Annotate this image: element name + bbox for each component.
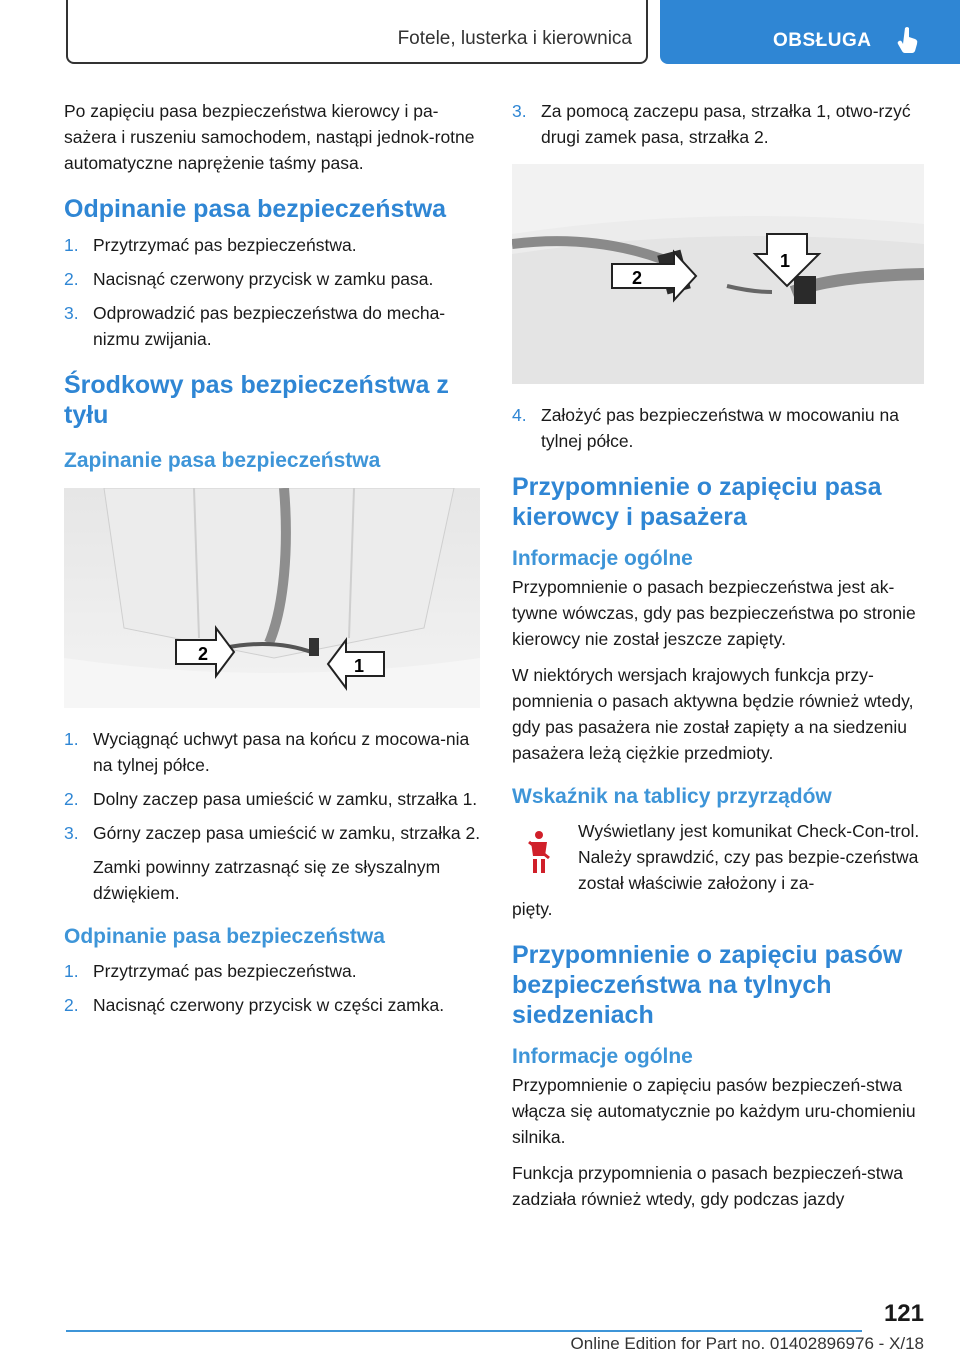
seatbelt-warning-icon	[526, 830, 552, 874]
unbuckle-steps	[64, 232, 484, 352]
indicator-row	[512, 818, 932, 896]
list-item: 1. Przytrzymać pas bezpieczeństwa.	[64, 961, 357, 981]
arrow-label-2: 2	[632, 268, 643, 288]
heading-reminder-rear: Przypomnienie o zapięciu pasów bezpieczeństwa na tylnych siedzeniach	[512, 941, 903, 1029]
page-number: 121	[883, 1300, 924, 1327]
mount-steps	[512, 402, 932, 454]
chapter-title: Fotele, lusterka i kierownica	[397, 28, 632, 49]
seat-belt-release-illustration	[512, 164, 924, 384]
list-item: 3. Za pomocą zaczepu pasa, strzałka 1, otwo-rzyć drugi zamek pasa, strzałka 2.	[512, 101, 911, 147]
section-badge-label: OBSŁUGA	[773, 30, 872, 51]
list-item: 3. Górny zaczep pasa umieścić w zamku, strzałka 2. Zamki powinny zatrzasnąć się ze słyszalnym dźwiękiem.	[64, 820, 484, 906]
heading-general-info: Informacje ogólne	[512, 1045, 693, 1068]
list-item: 3. Odprowadzić pas bezpieczeństwa do mecha-nizmu zwijania.	[64, 303, 446, 349]
heading-unbuckle: Odpinanie pasa bezpieczeństwa	[64, 195, 447, 223]
seat-belt-fasten-illustration	[64, 488, 480, 708]
indicator-text-tail: pięty.	[512, 899, 553, 919]
arrow-label-1: 1	[780, 251, 791, 271]
footer-rule	[66, 1330, 862, 1332]
list-item: 4. Założyć pas bezpieczeństwa w mocowaniu na tylnej półce.	[512, 405, 899, 451]
intro-paragraph: Po zapięciu pasa bezpieczeństwa kierowcy i pa-sażera i ruszeniu samochodem, nastąpi jednok-rotne automatyczne naprężenie taśmy pasa.	[64, 101, 475, 173]
list-item: 1. Przytrzymać pas bezpieczeństwa.	[64, 235, 357, 255]
arrow-label-1: 1	[354, 656, 365, 676]
list-item: 1. Wyciągnąć uchwyt pasa na końcu z mocowa-nia na tylnej półce.	[64, 729, 470, 775]
release-steps	[512, 98, 932, 150]
heading-indicator: Wskaźnik na tablicy przyrządów	[512, 785, 832, 808]
paragraph: Przypomnienie o pasach bezpieczeństwa jest ak-tywne wówczas, gdy pas bezpieczeństwa po stronie kierowcy nie został jeszcze zapięty.	[512, 577, 916, 649]
section-badge[interactable]	[660, 0, 960, 64]
indicator-text: Wyświetlany jest komunikat Check-Con-trol. Należy sprawdzić, czy pas bezpie-czeństwa został właściwie założony i za-	[578, 821, 920, 893]
heading-reminder-driver: Przypomnienie o zapięciu pasa kierowcy i pasażera	[512, 473, 882, 531]
unbuckle-rear-steps	[64, 958, 484, 1018]
paragraph: W niektórych wersjach krajowych funkcja przy-pomnienia o pasach aktywna będzie również wtedy, gdy pas pasażera nie został zapięty a na siedzeniu pasażera leżą ciężkie przedmioty.	[512, 665, 914, 763]
heading-fasten: Zapinanie pasa bezpieczeństwa	[64, 449, 381, 472]
heading-center-belt: Środkowy pas bezpieczeństwa z tyłu	[64, 371, 449, 429]
left-column	[64, 98, 484, 1026]
step-note: Zamki powinny zatrzasnąć się ze słyszalnym dźwiękiem.	[93, 857, 441, 903]
footer-edition: Online Edition for Part no. 01402896976 - X/18	[570, 1334, 924, 1353]
list-item: 2. Nacisnąć czerwony przycisk w części zamka.	[64, 995, 445, 1015]
list-item: 2. Nacisnąć czerwony przycisk w zamku pasa.	[64, 269, 434, 289]
heading-unbuckle-rear: Odpinanie pasa bezpieczeństwa	[64, 925, 385, 948]
right-column	[512, 98, 932, 1222]
paragraph: Przypomnienie o zapięciu pasów bezpieczeń-stwa włącza się automatycznie po każdym uru-chomieniu silnika.	[512, 1075, 916, 1147]
fasten-steps	[64, 726, 484, 906]
hand-pointer-icon	[896, 26, 920, 54]
list-item: 2. Dolny zaczep pasa umieścić w zamku, strzałka 1.	[64, 789, 478, 809]
paragraph: Funkcja przypomnienia o pasach bezpieczeń-stwa zadziała również wtedy, gdy podczas jazdy	[512, 1163, 904, 1209]
header-chapter-tab	[66, 0, 648, 64]
arrow-label-2: 2	[198, 644, 209, 664]
heading-general-info: Informacje ogólne	[512, 547, 693, 570]
